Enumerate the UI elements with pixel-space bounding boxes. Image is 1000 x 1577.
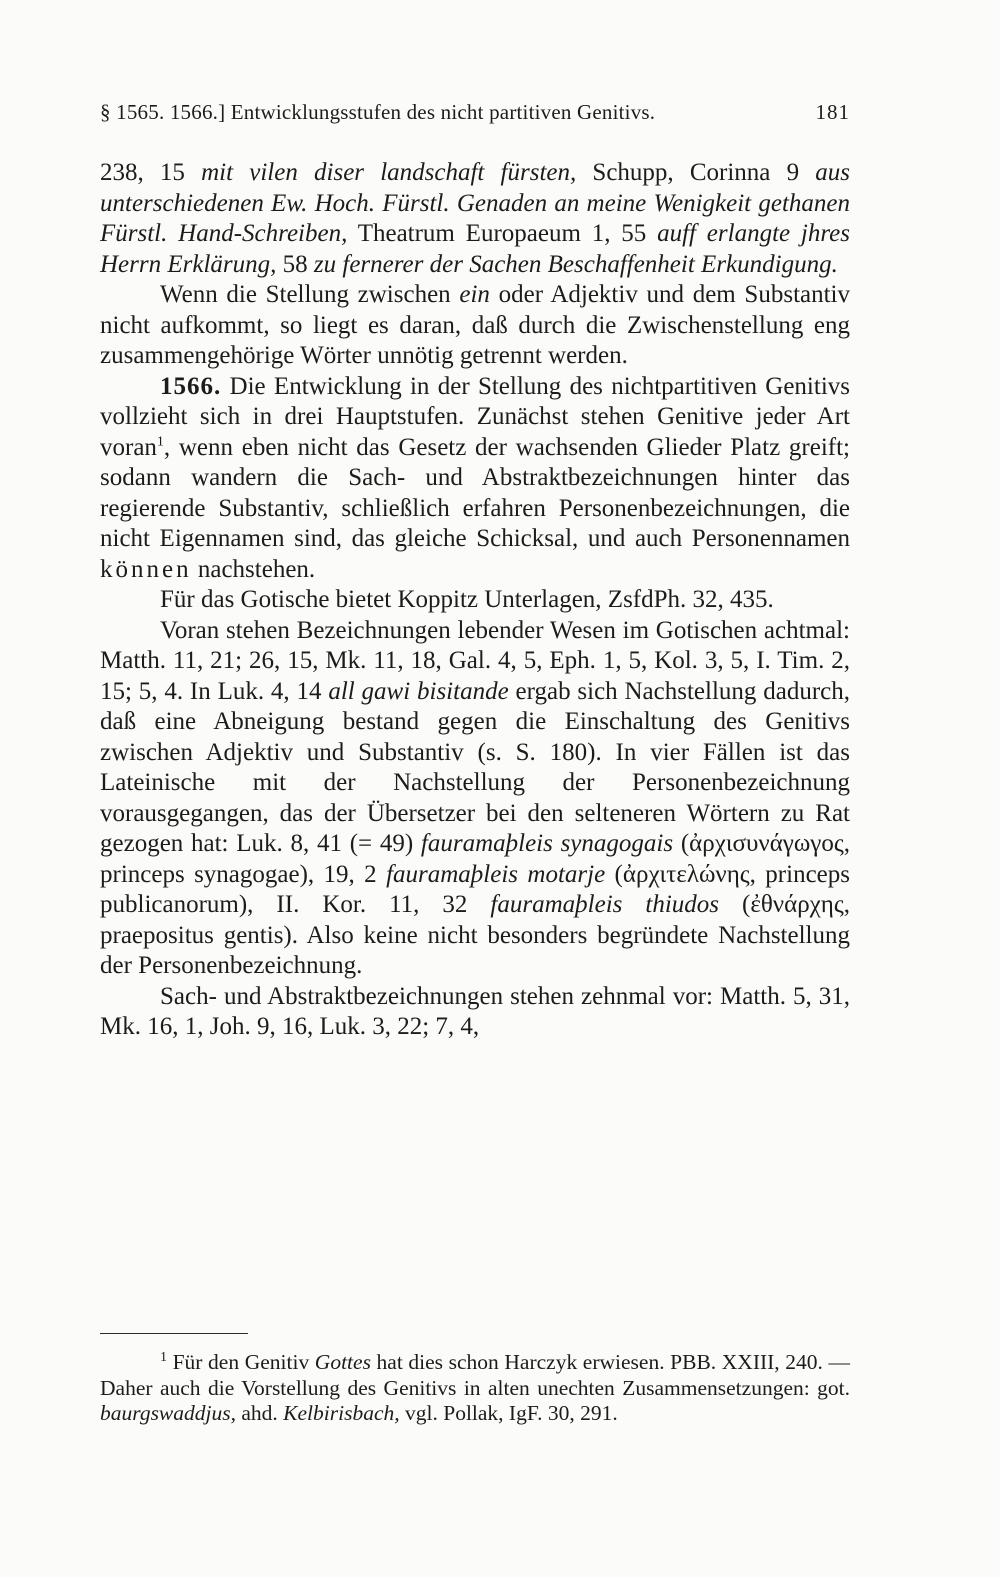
italic-term: Kelbirisbach, [283, 1401, 400, 1425]
text-run: nachstehen. [191, 555, 316, 583]
text-run: Die Entwicklung in der Stellung des nichtpartitiven Genitivs vollzieht sich in drei Hauptstufen. Zunächst stehen Genitive jeder Art voran [100, 372, 850, 461]
text-run: oder Adjektiv und dem Substantiv nicht aufkommt, so liegt es daran, daß durch die Zwischenstellung eng zusammengehörige Wörter unnötig getrennt werden. [100, 281, 850, 369]
footnote-1 [100, 1350, 850, 1427]
page-number: 181 [815, 100, 850, 124]
footnote-marker: 1 [160, 1349, 167, 1365]
running-head-left [100, 100, 655, 125]
text-run: hat dies schon Harczyk erwiesen. PBB. XXIII, 240. — Daher auch die Vorstellung des Genitivs in alten unechten Zusammensetzungen: got. [100, 1350, 851, 1400]
text-run: Voran stehen Bezeichnungen lebender Wesen im Gotischen achtmal: Matth. 11, 21; 26, 15, Mk. 11, 18, Gal. 4, 5, Eph. 1, 5, Kol. 3, 5, I. Tim. 2, 15; 5, 4. In Luk. 4, 14 [100, 616, 850, 705]
text-run: (ἐθνάρχης, praepositus gentis). Also keine nicht besonders begründete Nachstellung der Personenbezeichnung. [100, 891, 850, 979]
paragraph-2 [100, 280, 850, 372]
italic-gothic: fauramaþleis synagogais [420, 830, 674, 857]
paragraph-1 [100, 158, 850, 280]
section-number: 1566. [160, 372, 222, 400]
text-run: Für den Genitiv [167, 1350, 315, 1374]
italic-gothic: all gawi bisitande [328, 677, 509, 705]
italic-term: baurgswaddjus, [100, 1401, 236, 1425]
paragraph-6: Sach- und Abstraktbezeichnungen stehen zehnmal vor: Matth. 5, 31, Mk. 16, 1, Joh. 9, 16, Luk. 3, 22; 7, 4, [100, 982, 850, 1040]
text-run: ahd. [236, 1401, 284, 1425]
italic-term: Gottes [314, 1350, 371, 1374]
italic-gothic: fauramaþleis thiudos [490, 891, 719, 918]
text-run: (ἀρχισυνάγωγος, princeps synagogae), 19, 2 [100, 830, 851, 888]
footnote [100, 1350, 850, 1427]
italic-quote: aus unterschiedenen Ew. Hoch. Fürstl. Genaden an meine Wenigkeit gethanen Fürstl. Hand-Schreiben, [100, 159, 851, 247]
section-reference: § 1565. 1566.] [100, 100, 226, 124]
running-head [100, 100, 850, 125]
paragraph-5 [100, 616, 850, 982]
text-run: Wenn die Stellung zwischen [160, 281, 460, 308]
italic-gothic: fauramaþleis motarje [386, 860, 606, 888]
text-run: Schupp, Corinna 9 [576, 159, 816, 186]
text-run: ergab sich Nachstellung dadurch, daß eine Abneigung bestand gegen die Einschaltung des Genitivs zwischen Adjektiv und Substantiv (s. S. 180). In vier Fällen ist das Lateinische mit der Nachstellung der Personenbezeichnung vorausgegangen, das der Übersetzer bei den selteneren Wörtern zu Rat gezogen hat: Luk. 8, 41 (= 49) [100, 677, 851, 857]
text-run: 238, 15 [100, 159, 202, 186]
main-text [100, 158, 850, 1043]
italic-term: ein [459, 281, 490, 308]
running-title: Entwicklungsstufen des nicht partitiven Genitivs. [230, 100, 656, 124]
italic-quote: auff erlangte jhres Herrn Erklärung, [100, 220, 850, 278]
footnote-separator [100, 1333, 248, 1334]
text-run: vgl. Pollak, IgF. 30, 291. [399, 1401, 618, 1425]
text-run: 58 [276, 250, 314, 278]
spaced-emphasis: können [100, 555, 192, 583]
paragraph-4: Für das Gotische bietet Koppitz Unterlagen, ZsfdPh. 32, 435. [160, 586, 774, 613]
paragraph-section-1566 [100, 372, 850, 586]
footnote-ref: 1 [156, 434, 164, 450]
italic-quote: mit vilen diser landschaft fürsten, [201, 159, 577, 186]
italic-quote: zu fernerer der Sachen Beschaffenheit Erkundigung. [313, 250, 838, 278]
text-run: Theatrum Europaeum 1, 55 [347, 220, 658, 247]
text-run: , wenn eben nicht das Gesetz der wachsenden Glieder Platz greift; sodann wandern die Sach- und Abstraktbezeichnungen hinter das regierende Substantiv, schließlich erfahren Personenbezeichnungen, die nicht Eigennamen sind, das gleiche Schicksal, und auch Personennamen [100, 433, 850, 552]
text-run: (ἀρχιτελώνης, princeps publicanorum), II. Kor. 11, 32 [100, 860, 850, 918]
